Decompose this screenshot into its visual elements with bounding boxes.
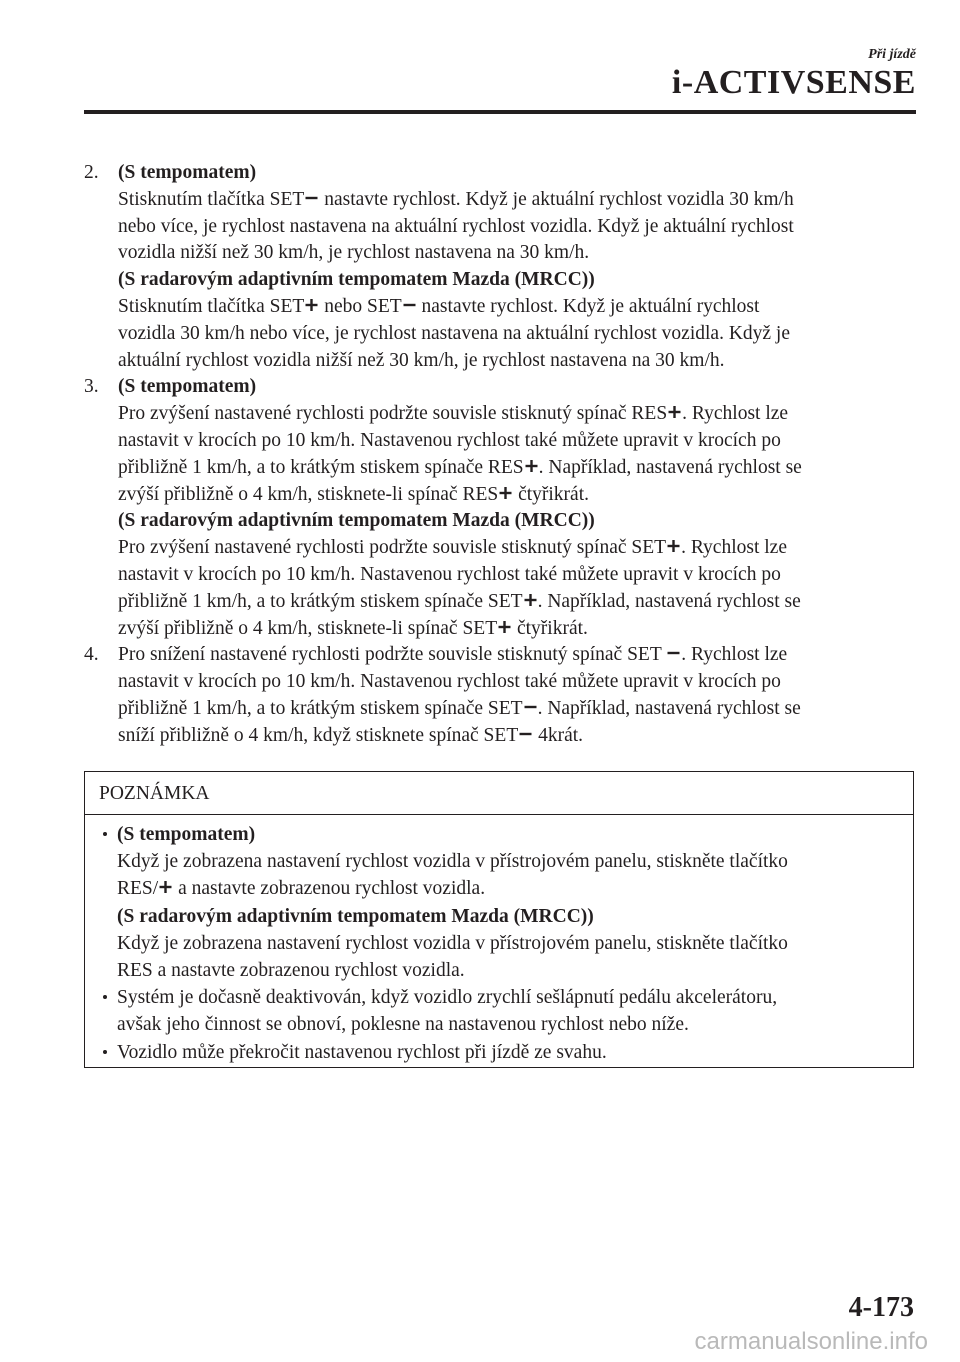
step-text: Pro zvýšení nastavené rychlosti podržte souvisle stisknutý spínač SET . Rychlost lze bbox=[118, 537, 787, 559]
step-subheading: (S tempomatem) bbox=[118, 162, 257, 183]
minus-icon bbox=[519, 728, 532, 740]
steps-list bbox=[84, 160, 914, 750]
step-text: zvýší přibližně o 4 km/h, stisknete-li spínač RES čtyřikrát. bbox=[118, 483, 590, 505]
step-text: vozidla nižší než 30 km/h, je rychlost nastavena na 30 km/h. bbox=[118, 242, 590, 264]
plus-icon bbox=[499, 487, 512, 499]
plus-icon bbox=[498, 621, 511, 633]
page-number: 4-173 bbox=[848, 1292, 914, 1323]
minus-icon bbox=[667, 647, 680, 659]
note-text: Když je zobrazena nastavení rychlost vozidla v přístrojovém panelu, stiskněte tlačítko bbox=[117, 851, 788, 873]
note-list bbox=[85, 815, 913, 1066]
step-text: aktuální rychlost vozidla nižší než 30 km/h, je rychlost nastavena na 30 km/h. bbox=[118, 349, 725, 371]
note-text: Když je zobrazena nastavení rychlost vozidla v přístrojovém panelu, stiskněte tlačítko bbox=[117, 932, 788, 954]
watermark: carmanualsonline.info bbox=[694, 1328, 928, 1355]
note-subheading: (S tempomatem) bbox=[117, 824, 256, 845]
step-number: 2. bbox=[84, 162, 99, 183]
minus-icon bbox=[305, 192, 318, 204]
bullet-dot-icon bbox=[103, 1050, 107, 1054]
step-text: přibližně 1 km/h, a to krátkým stiskem spínače SET . Například, nastavená rychlost se bbox=[118, 590, 801, 612]
step-text: Pro snížení nastavené rychlosti podržte souvisle stisknutý spínač SET . Rychlost lze bbox=[118, 644, 788, 666]
bullet-dot-icon bbox=[103, 832, 107, 836]
plus-icon bbox=[159, 881, 172, 893]
step-text: Stisknutím tlačítka SET nebo SET nastavte rychlost. Když je aktuální rychlost bbox=[118, 295, 760, 317]
header-divider bbox=[84, 110, 916, 114]
note-text: RES/ a nastavte zobrazenou rychlost vozidla. bbox=[117, 878, 486, 900]
note-title: POZNÁMKA bbox=[85, 772, 913, 815]
step-text: nebo více, je rychlost nastavena na aktuální rychlost vozidla. Když je aktuální rychlost bbox=[118, 215, 794, 237]
note-text: avšak jeho činnost se obnoví, poklesne na nastavenou rychlost nebo níže. bbox=[117, 1014, 689, 1036]
note-subheading: (S radarovým adaptivním tempomatem Mazda (MRCC)) bbox=[117, 905, 594, 927]
step-text: nastavit v krocích po 10 km/h. Nastavenou rychlost také můžete upravit v krocích po bbox=[118, 429, 781, 451]
step-text: přibližně 1 km/h, a to krátkým stiskem spínače RES . Například, nastavená rychlost se bbox=[118, 456, 802, 478]
step-text: zvýší přibližně o 4 km/h, stisknete-li spínač SET čtyřikrát. bbox=[118, 617, 588, 639]
step-subheading: (S radarovým adaptivním tempomatem Mazda (MRCC)) bbox=[118, 510, 595, 532]
step-4 bbox=[84, 642, 914, 749]
step-subheading: (S tempomatem) bbox=[118, 376, 257, 398]
note-box bbox=[84, 771, 914, 1068]
step-text: sníží přibližně o 4 km/h, když stisknete spínač SET 4krát. bbox=[118, 724, 584, 746]
chapter-title: i-ACTIVSENSE bbox=[671, 64, 916, 101]
step-number: 3. bbox=[84, 376, 99, 398]
step-text: vozidla 30 km/h nebo více, je rychlost nastavena na aktuální rychlost vozidla. Když je bbox=[118, 322, 791, 344]
step-text: Stisknutím tlačítka SET nastavte rychlost. Když je aktuální rychlost vozidla 30 km/h bbox=[118, 188, 794, 210]
plus-icon bbox=[305, 299, 318, 311]
minus-icon bbox=[524, 701, 537, 713]
plus-icon bbox=[667, 540, 680, 552]
note-item bbox=[99, 821, 899, 984]
step-subheading: (S radarovým adaptivním tempomatem Mazda (MRCC)) bbox=[118, 269, 595, 291]
note-text: Systém je dočasně deaktivován, když vozidlo zrychlí sešlápnutí pedálu akcelerátoru, bbox=[117, 987, 778, 1009]
step-text: nastavit v krocích po 10 km/h. Nastavenou rychlost také můžete upravit v krocích po bbox=[118, 563, 781, 585]
section-label: Při jízdě bbox=[868, 47, 916, 62]
minus-icon bbox=[403, 299, 416, 311]
step-number: 4. bbox=[84, 644, 99, 666]
step-3 bbox=[84, 374, 914, 642]
plus-icon bbox=[524, 594, 537, 606]
plus-icon bbox=[525, 460, 538, 472]
note-text: RES a nastavte zobrazenou rychlost vozidla. bbox=[117, 960, 465, 982]
step-text: Pro zvýšení nastavené rychlosti podržte souvisle stisknutý spínač RES . Rychlost lze bbox=[118, 403, 789, 425]
bullet-dot-icon bbox=[103, 995, 107, 999]
plus-icon bbox=[668, 406, 681, 418]
note-item bbox=[99, 984, 899, 1038]
note-item bbox=[99, 1039, 899, 1066]
note-text: Vozidlo může překročit nastavenou rychlost při jízdě ze svahu. bbox=[117, 1041, 607, 1063]
step-text: přibližně 1 km/h, a to krátkým stiskem spínače SET . Například, nastavená rychlost se bbox=[118, 697, 801, 719]
step-text: nastavit v krocích po 10 km/h. Nastavenou rychlost také můžete upravit v krocích po bbox=[118, 671, 781, 693]
step-2 bbox=[84, 160, 914, 374]
